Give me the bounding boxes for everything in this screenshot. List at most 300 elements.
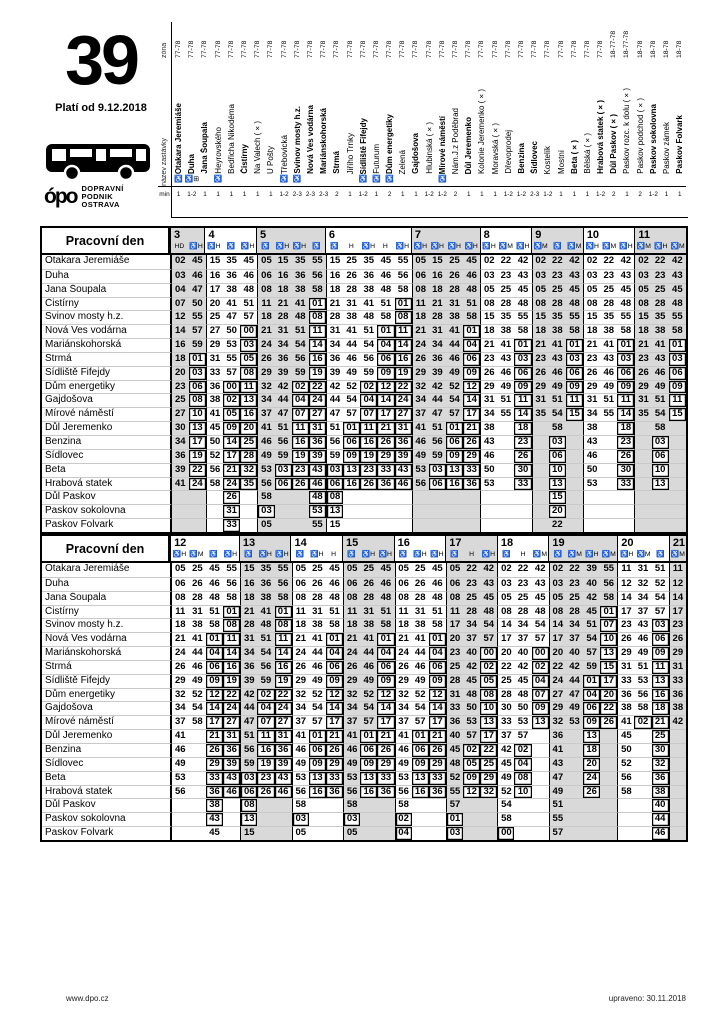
time-cell: 44 [360, 646, 377, 660]
time-cell: 59 [275, 449, 292, 463]
time-cell: 35 [652, 310, 669, 324]
stop-name: Moravská (×) [490, 122, 500, 174]
time-cell: 05 [497, 591, 514, 605]
time-cell: 21 [240, 605, 257, 619]
time-cell: 14 [549, 618, 566, 632]
time-cell [634, 463, 651, 477]
time-cell: 04 [377, 338, 394, 352]
time-cell: 28 [514, 605, 531, 619]
stop-row-name: Čistírny [42, 297, 172, 311]
time-cell: 43 [223, 771, 240, 785]
time-cell: 14 [617, 591, 634, 605]
stop-row-name: Mariánskohorská [42, 338, 172, 352]
time-cell: 06 [326, 477, 343, 491]
time-cell: 55 [275, 563, 292, 577]
time-cell: 44 [326, 393, 343, 407]
time-cell: 26 [377, 435, 394, 449]
time-cell: 36 [275, 743, 292, 757]
stop-name: Nám.J.z Poděbrad [451, 107, 461, 174]
time-cell: 41 [549, 338, 566, 352]
time-cell: 38 [343, 310, 360, 324]
time-cell: 31 [326, 324, 343, 338]
stop-column [449, 22, 462, 217]
stop-name-box [280, 58, 289, 174]
time-cell: 26 [395, 660, 412, 674]
time-cell: 21 [172, 632, 189, 646]
stop-column [541, 22, 554, 217]
stop-min: 1 [172, 186, 185, 202]
time-cell: 29 [206, 338, 223, 352]
hour-group-13 [239, 536, 291, 561]
time-cell: 41 [497, 338, 514, 352]
time-cell: 25 [360, 563, 377, 577]
time-cell: 12 [617, 577, 634, 591]
time-cell: 58 [669, 324, 686, 338]
stop-name: Duha [187, 154, 197, 174]
time-cell [377, 826, 394, 840]
time-cell: 28 [497, 297, 514, 311]
time-cell: 18 [412, 310, 429, 324]
time-cell: 01 [206, 632, 223, 646]
time-cell: 16 [429, 269, 446, 283]
time-cell: 22 [600, 701, 617, 715]
time-cell: 08 [583, 297, 600, 311]
time-cell: 43 [309, 463, 326, 477]
time-cell: 28 [446, 674, 463, 688]
trip-type-label: ♿H [619, 551, 634, 558]
time-cell: 45 [243, 255, 255, 266]
stop-zone-text: 18-78 [676, 40, 684, 58]
stop-zone [412, 22, 419, 58]
time-cell: 56 [240, 743, 257, 757]
time-cell: 55 [497, 407, 514, 421]
hour-number: 16 [397, 537, 410, 549]
trip-type-row [171, 549, 239, 561]
time-cell: 06 [463, 352, 480, 366]
time-cell: 56 [360, 352, 377, 366]
time-cell: 10 [189, 407, 206, 421]
time-cell: 56 [395, 785, 412, 799]
time-cell: 38 [669, 701, 686, 715]
time-cell: 05 [583, 283, 600, 297]
stop-min: 1 [620, 186, 633, 202]
time-cell: 08 [257, 283, 274, 297]
time-cell: 45 [566, 283, 583, 297]
stop-name: Kolonie Jeremenko (×) [477, 88, 487, 174]
stop-zone-text: 77-78 [346, 40, 354, 58]
stop-zone [386, 22, 393, 58]
time-cell: 32 [240, 463, 257, 477]
time-cell: 58 [257, 490, 274, 504]
time-cell: 12 [172, 310, 189, 324]
time-cell [583, 798, 600, 812]
time-cell: 56 [257, 477, 274, 491]
time-cell: 48 [463, 688, 480, 702]
time-cell: 20 [583, 757, 600, 771]
stop-column [357, 22, 370, 217]
trip-type-label: ♿H [310, 551, 324, 558]
stop-column [278, 22, 291, 217]
stop-name-box [346, 58, 355, 174]
time-cell: 39 [326, 366, 343, 380]
time-cell: 42 [534, 563, 546, 574]
time-cell: 34 [514, 618, 531, 632]
time-cell [412, 798, 429, 812]
time-cell: 11 [292, 421, 309, 435]
stop-name-box [240, 58, 249, 174]
time-cell: 49 [395, 757, 412, 771]
time-cell [446, 518, 463, 532]
time-cell: 54 [532, 618, 549, 632]
time-cell: 49 [309, 674, 326, 688]
time-cell [600, 729, 617, 743]
time-cell: 31 [206, 352, 223, 366]
time-cell: 48 [309, 490, 326, 504]
time-cell: 54 [360, 338, 377, 352]
time-cell: 56 [223, 577, 240, 591]
time-cell: 27 [549, 688, 566, 702]
time-cell: 26 [617, 449, 634, 463]
time-cell: 26 [412, 577, 429, 591]
time-cell: 00 [480, 646, 497, 660]
time-cell: 02 [583, 255, 600, 269]
time-cell: 53 [223, 338, 240, 352]
time-cell: 25 [566, 591, 583, 605]
stop-zone [584, 22, 591, 58]
time-cell: 49 [497, 380, 514, 394]
time-cell: 05 [292, 563, 309, 577]
time-cell: 18 [429, 283, 446, 297]
time-cell: 06 [583, 701, 600, 715]
stop-row-name: Čistírny [42, 605, 172, 619]
time-cell: 11 [412, 297, 429, 311]
stop-zone [650, 22, 657, 58]
time-cell: 20 [600, 688, 617, 702]
stop-name-box [438, 58, 447, 174]
time-cell: 40 [446, 729, 463, 743]
time-cell: 36 [360, 269, 377, 283]
time-cell [429, 504, 446, 518]
time-cell: 46 [377, 269, 394, 283]
trip-type-label: ♿ [347, 551, 356, 558]
time-cell: 41 [309, 632, 326, 646]
time-cell: 26 [429, 743, 446, 757]
time-cell: 04 [257, 701, 274, 715]
stop-row-name: Sídliště Fifejdy [42, 674, 172, 688]
time-cell: 41 [172, 729, 189, 743]
stop-zone [637, 22, 644, 58]
stop-zone-text: 18-78 [636, 40, 644, 58]
time-cell: 56 [634, 688, 651, 702]
time-cell: 49 [566, 701, 583, 715]
dpo-name-line3: OSTRAVA [81, 200, 120, 209]
time-cell: 28 [360, 591, 377, 605]
time-cell: 22 [275, 688, 292, 702]
time-cell: 58 [223, 591, 240, 605]
stop-row [42, 477, 686, 491]
stop-zone [294, 22, 301, 58]
time-cell: 13 [652, 674, 669, 688]
time-cell: 40 [583, 577, 600, 591]
time-cell: 50 [514, 701, 531, 715]
time-cell: 55 [189, 310, 206, 324]
time-cell: 09 [446, 449, 463, 463]
time-cell [412, 826, 429, 840]
time-cell: 41 [223, 297, 240, 311]
stop-column [515, 22, 528, 217]
time-cell [669, 798, 686, 812]
time-cell: 13 [343, 463, 360, 477]
time-cell: 52 [189, 688, 206, 702]
time-cell: 59 [429, 449, 446, 463]
stop-column [620, 22, 633, 217]
time-cell: 19 [257, 757, 274, 771]
time-cell: 35 [549, 310, 566, 324]
dpo-name-line1: DOPRAVNÍ [81, 184, 124, 193]
time-cell [189, 729, 206, 743]
hour-group-3 [170, 228, 204, 253]
time-cell: 53 [480, 477, 497, 491]
time-cell: 55 [309, 255, 326, 269]
time-cell: 03 [480, 269, 497, 283]
time-cell [532, 743, 549, 757]
time-cell [566, 729, 583, 743]
time-cell: 45 [209, 563, 220, 574]
stop-name: Paskov Folvark [675, 115, 685, 174]
time-cell: 25 [312, 563, 323, 574]
time-cell: 08 [446, 591, 463, 605]
time-cell: 02 [497, 563, 514, 577]
time-cell: 03 [634, 269, 651, 283]
time-cell: 26 [257, 352, 274, 366]
time-cell [172, 490, 189, 504]
time-cell: 36 [617, 688, 634, 702]
time-cell: 14 [463, 393, 480, 407]
time-cell [497, 421, 514, 435]
trip-type-row [205, 241, 256, 253]
time-cell: 43 [532, 577, 549, 591]
time-cell: 21 [412, 324, 429, 338]
time-cell: 31 [429, 324, 446, 338]
stop-name: Strmá [332, 151, 342, 174]
time-cell [532, 771, 549, 785]
time-cell [600, 785, 617, 799]
time-cell: 53 [634, 674, 651, 688]
stop-column [436, 22, 449, 217]
trip-type-label: ♿ [330, 243, 339, 250]
hour-number: 12 [174, 537, 187, 549]
time-cell: 58 [395, 283, 412, 297]
stop-row-name: Svinov mosty h.z. [42, 618, 172, 632]
time-cell [206, 518, 223, 532]
stop-name: Svinov mosty h.z. [292, 106, 302, 174]
time-cell: 06 [652, 632, 669, 646]
stop-name-box [464, 58, 473, 174]
stop-zone-text: 77-78 [188, 40, 196, 58]
time-cell [275, 490, 292, 504]
time-cell: 26 [617, 632, 634, 646]
hour-group-16 [394, 536, 446, 561]
time-cell: 16 [223, 660, 240, 674]
time-cell: 49 [257, 449, 274, 463]
time-cell: 21 [326, 729, 343, 743]
time-cell: 05 [223, 407, 240, 421]
time-cell: 38 [583, 421, 600, 435]
time-cell: 58 [343, 798, 360, 812]
stop-row-name: Paskov sokolovna [42, 812, 172, 826]
stop-zone-text: 77-78 [306, 40, 314, 58]
time-cell: 11 [395, 324, 412, 338]
stop-column [212, 22, 225, 217]
stop-row [42, 338, 686, 352]
time-cell: 34 [326, 338, 343, 352]
time-cell: 22 [497, 660, 514, 674]
time-cell [395, 518, 412, 532]
time-cell: 20 [172, 366, 189, 380]
stop-row [42, 435, 686, 449]
time-cell: 14 [172, 324, 189, 338]
day-type-header: Pracovní den [42, 228, 170, 253]
time-cell: 01 [223, 605, 240, 619]
time-cell: 44 [343, 338, 360, 352]
stop-min: 1-2 [278, 186, 291, 202]
stop-row [42, 352, 686, 366]
time-cell: 53 [412, 463, 429, 477]
stop-min: 1 [343, 186, 356, 202]
time-cell [532, 449, 549, 463]
stop-zone-text: 77-78 [267, 40, 275, 58]
wheelchair-icon: ♿ [358, 176, 368, 183]
stop-row [42, 407, 686, 421]
dpo-name-line2: PODNIK [81, 192, 114, 201]
time-cell: 26 [292, 660, 309, 674]
time-cell: 41 [257, 605, 274, 619]
time-cell: 49 [343, 757, 360, 771]
time-cell: 48 [206, 591, 223, 605]
time-cell: 46 [412, 660, 429, 674]
time-cell: 45 [463, 255, 480, 269]
trip-type-row [549, 549, 617, 561]
time-cell: 06 [189, 380, 206, 394]
time-cell: 38 [652, 785, 669, 799]
time-cell: 41 [412, 421, 429, 435]
time-cell [412, 504, 429, 518]
stop-row-name: Mírové náměstí [42, 407, 172, 421]
stop-column [475, 22, 488, 217]
time-cell: 59 [189, 338, 206, 352]
time-cell: 16 [240, 407, 257, 421]
trip-type-row [326, 241, 411, 253]
time-cell: 06 [514, 366, 531, 380]
time-cell: 39 [429, 366, 446, 380]
time-cell: 06 [377, 660, 394, 674]
time-cell: 57 [532, 632, 549, 646]
time-cell [377, 798, 394, 812]
time-cell: 46 [343, 743, 360, 757]
zone-label: zóna [161, 42, 168, 58]
stop-column [581, 22, 594, 217]
time-cell: 09 [360, 757, 377, 771]
time-cell [377, 504, 394, 518]
time-cell: 39 [223, 757, 240, 771]
time-cell: 41 [292, 297, 309, 311]
stop-row [42, 674, 686, 688]
time-cell [600, 449, 617, 463]
time-cell: 49 [412, 449, 429, 463]
stop-zone-text: 77-78 [517, 40, 525, 58]
time-cell: 02 [549, 563, 566, 577]
time-cell: 23 [360, 463, 377, 477]
hour-number: 18 [500, 537, 514, 549]
time-cell: 16 [206, 269, 223, 283]
stop-name: Gajdošova [411, 133, 421, 174]
time-cell: 54 [292, 338, 309, 352]
trip-type-label: ♿H [481, 551, 496, 558]
time-cell: 32 [343, 688, 360, 702]
trip-type-label: H [520, 551, 526, 558]
time-cell [617, 798, 634, 812]
time-cell: 15 [549, 490, 566, 504]
stop-column [304, 22, 317, 217]
time-cell: 46 [395, 477, 412, 491]
time-cell: 06 [257, 269, 274, 283]
time-cell: 51 [292, 324, 309, 338]
time-cell: 08 [412, 283, 429, 297]
hour-group-21 [669, 536, 686, 561]
stops-strip [158, 22, 688, 218]
trip-type-label: ♿H [172, 551, 187, 558]
time-cell [309, 812, 326, 826]
time-cell: 43 [549, 352, 566, 366]
time-cell: 51 [583, 618, 600, 632]
stop-zone [623, 22, 630, 58]
time-cell: 28 [343, 283, 360, 297]
trip-type-label: ♿ [312, 243, 321, 250]
time-cell: 39 [583, 563, 600, 577]
time-cell [669, 477, 686, 491]
trip-type-label: H [348, 243, 354, 250]
time-cell [189, 798, 206, 812]
time-cell: 41 [600, 338, 617, 352]
stop-row-name: Gajdošova [42, 701, 172, 715]
time-cell: 16 [395, 352, 412, 366]
time-cell: 22 [463, 563, 480, 577]
time-cell: 32 [652, 757, 669, 771]
trip-type-label: ♿M [601, 551, 616, 558]
time-cell: 41 [360, 297, 377, 311]
time-cell: 32 [549, 715, 566, 729]
time-cell [634, 771, 651, 785]
time-cell: 31 [343, 297, 360, 311]
time-cell: 25 [652, 729, 669, 743]
time-cell: 28 [240, 618, 257, 632]
day-type-header: Pracovní den [42, 536, 170, 561]
stop-zone [267, 22, 274, 58]
time-cell: 58 [395, 798, 412, 812]
time-cell: 47 [189, 283, 206, 297]
time-cell [480, 490, 497, 504]
time-cell: 28 [189, 591, 206, 605]
time-cell: 23 [669, 618, 686, 632]
hour-number: 11 [638, 229, 651, 241]
time-cell: 29 [480, 380, 497, 394]
time-cell: 36 [223, 743, 240, 757]
time-cell: 46 [206, 577, 223, 591]
time-cell: 14 [206, 701, 223, 715]
time-cell: 55 [514, 310, 531, 324]
trip-type-label: ♿H [619, 243, 633, 250]
time-cell: 25 [240, 435, 257, 449]
